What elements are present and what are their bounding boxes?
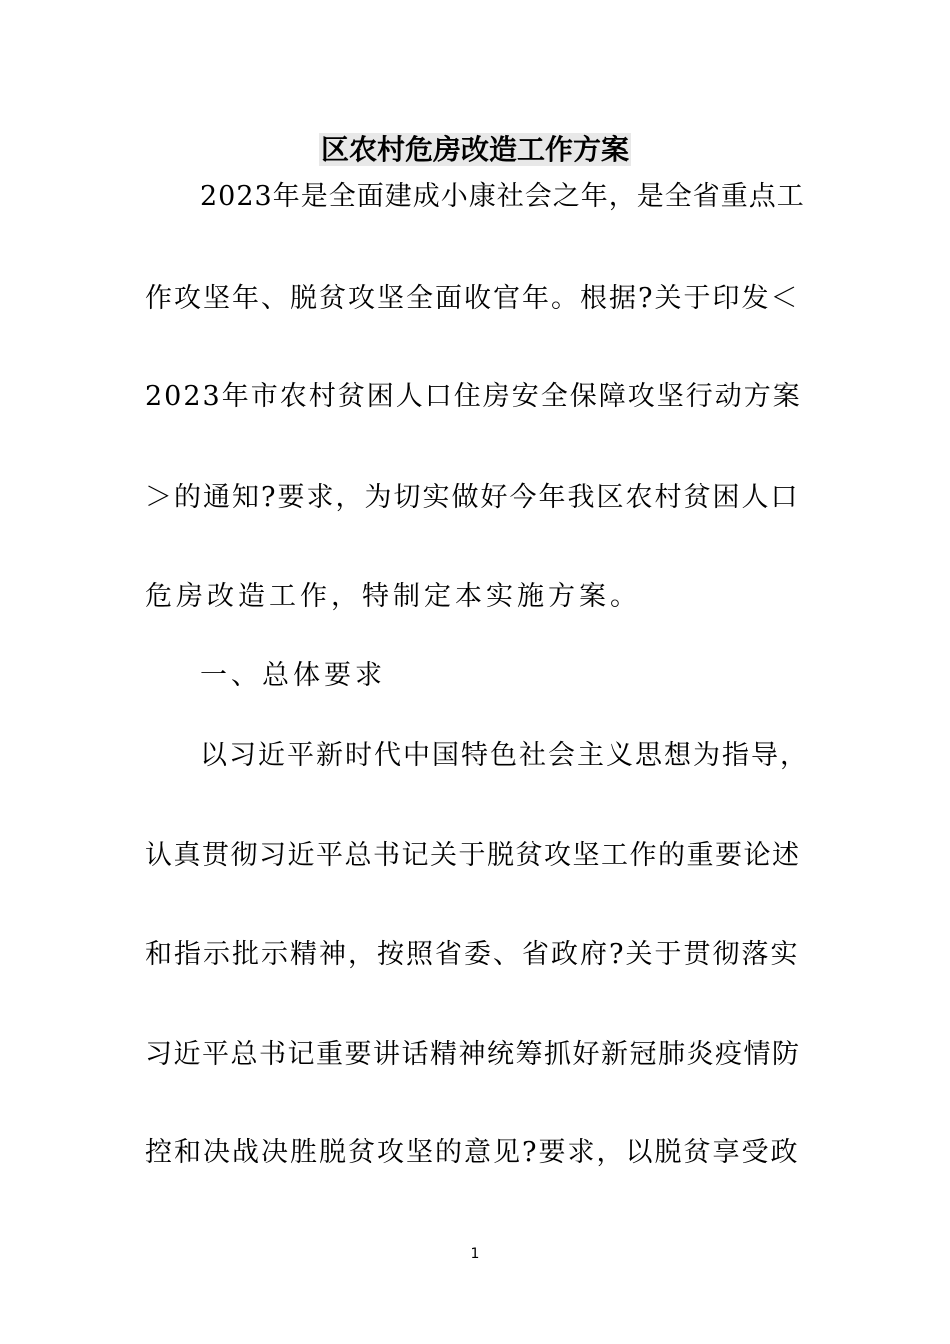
paragraph-line-7: 认真贯彻习近平总书记关于脱贫攻坚工作的重要论述 [145,840,801,871]
paragraph-line-8: 和指示批示精神，按照省委、省政府?关于贯彻落实 [145,939,800,970]
paragraph-line-6: 以习近平新时代中国特色社会主义思想为指导， [200,740,809,771]
paragraph-line-4: ＞的通知?要求，为切实做好今年我区农村贫困人口 [145,482,800,513]
paragraph-line-3: 2023年市农村贫困人口住房安全保障攻坚行动方案 [145,381,802,412]
paragraph-line-5: 危房改造工作，特制定本实施方案。 [145,581,641,612]
document-title [0,130,950,170]
section-heading: 一、总体要求 [200,660,386,691]
page-number: 1 [470,1246,480,1262]
paragraph-line-9: 习近平总书记重要讲话精神统筹抓好新冠肺炎疫情防 [145,1039,801,1070]
paragraph-line-10: 控和决战决胜脱贫攻坚的意见?要求，以脱贫享受政 [145,1137,800,1168]
document-title-text: 区农村危房改造工作方案 [320,133,629,166]
paragraph-line-2: 作攻坚年、脱贫攻坚全面收官年。根据?关于印发＜ [145,283,800,314]
paragraph-line-1: 2023年是全面建成小康社会之年，是全省重点工 [200,181,805,212]
